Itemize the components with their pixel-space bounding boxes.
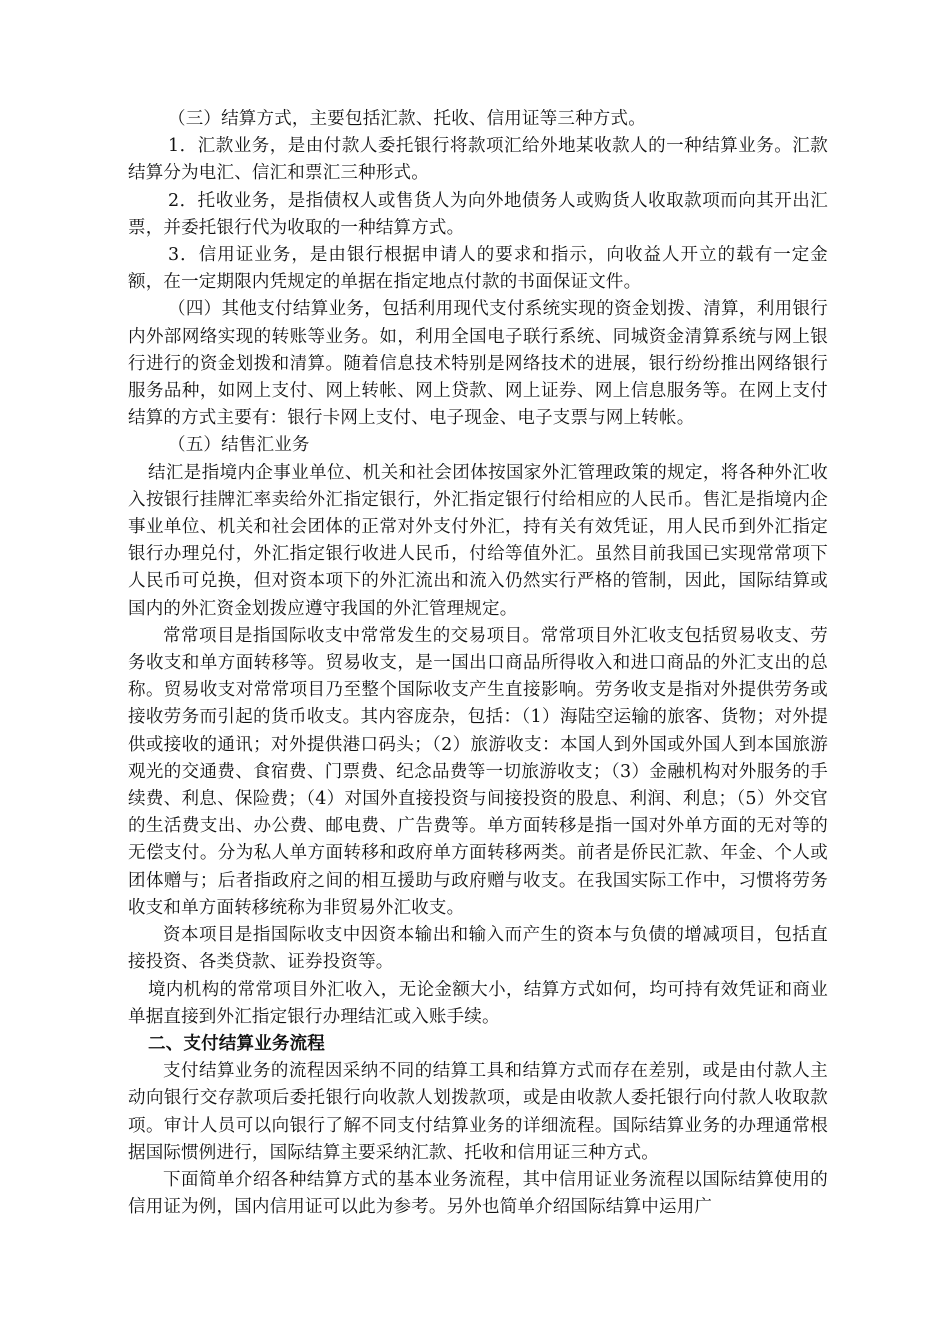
paragraph-domestic-income: 境内机构的常常项目外汇收入，无论金额大小，结算方式如何，均可持有效凭证和商业单据直接到外汇指定银行办理结汇或入账手续。 [128, 979, 828, 1027]
paragraph-forex-settlement: 结汇是指境内企事业单位、机关和社会团体按国家外汇管理政策的规定，将各种外汇收入按银行挂牌汇率卖给外汇指定银行，外汇指定银行付给相应的人民币。售汇是指境内企事业单位、机关和社会团体的正常对外支付外汇，持有关有效凭证，用人民币到外汇指定银行办理兑付，外汇指定银行收进人民币，付给等值外汇。虽然目前我国已实现常常项下人民币可兑换，但对资本项下的外汇流出和流入仍然实行严格的管制，因此，国际结算或国内的外汇资金划拨应遵守我国的外汇管理规定。 [128, 462, 828, 619]
document-body [128, 106, 828, 1221]
paragraph-capital-account: 资本项目是指国际收支中因资本输出和输入而产生的资本与负债的增减项目，包括直接投资、各类贷款、证券投资等。 [128, 925, 828, 973]
paragraph-remittance: 1．汇款业务，是由付款人委托银行将款项汇给外地某收款人的一种结算业务。汇款结算分为电汇、信汇和票汇三种形式。 [128, 136, 828, 184]
section-title-forex: （五）结售汇业务 [168, 435, 310, 456]
paragraph-other-payment: （四）其他支付结算业务，包括利用现代支付系统实现的资金划拨、清算，利用银行内外部网络实现的转账等业务。如，利用全国电子联行系统、同城资金清算系统与网上银行进行的资金划拨和清算。随着信息技术特别是网络技术的进展，银行纷纷推出网络银行服务品种，如网上支付、网上转帐、网上贷款、网上证券、网上信息服务等。在网上支付结算的方式主要有：银行卡网上支付、电子现金、电子支票与网上转帐。 [128, 299, 828, 429]
section-heading-process: 二、支付结算业务流程 [148, 1033, 325, 1054]
paragraph-collection: 2．托收业务，是指债权人或售货人为向外地债务人或购货人收取款项而向其开出汇票，并委托银行代为收取的一种结算方式。 [128, 190, 828, 238]
paragraph-current-account: 常常项目是指国际收支中常常发生的交易项目。常常项目外汇收支包括贸易收支、劳务收支和单方面转移等。贸易收支，是一国出口商品所得收入和进口商品的外汇支出的总称。贸易收支对常常项目乃至整个国际收支产生直接影响。劳务收支是指对外提供劳务或接收劳务而引起的货币收支。其内容庞杂，包括：（1）海陆空运输的旅客、货物；对外提供或接收的通讯；对外提供港口码头；（2）旅游收支：本国人到外国或外国人到本国旅游观光的交通费、食宿费、门票费、纪念品费等一切旅游收支；（3）金融机构对外服务的手续费、利息、保险费；（4）对国外直接投资与间接投资的股息、利润、利息；（5）外交官的生活费支出、办公费、邮电费、广告费等。单方面转移是指一国对外单方面的无对等的无偿支付。分为私人单方面转移和政府单方面转移两类。前者是侨民汇款、年金、个人或团体赠与；后者指政府之间的相互援助与政府赠与收支。在我国实际工作中，习惯将劳务收支和单方面转移统称为非贸易外汇收支。 [128, 625, 828, 918]
paragraph-process-overview: 支付结算业务的流程因采纳不同的结算工具和结算方式而存在差别，或是由付款人主动向银行交存款项后委托银行向收款人划拨款项，或是由收款人委托银行向付款人收取款项。审计人员可以向银行了解不同支付结算业务的详细流程。国际结算业务的办理通常根据国际惯例进行，国际结算主要采纳汇款、托收和信用证三种方式。 [128, 1061, 828, 1163]
paragraph-settlement-methods: （三）结算方式，主要包括汇款、托收、信用证等三种方式。 [168, 109, 646, 129]
paragraph-process-intro: 下面简单介绍各种结算方式的基本业务流程，其中信用证业务流程以国际结算使用的信用证为例，国内信用证可以此为参考。另外也简单介绍国际结算中运用广 [128, 1169, 828, 1218]
paragraph-letter-of-credit: 3．信用证业务，是由银行根据申请人的要求和指示，向收益人开立的载有一定金额，在一定期限内凭规定的单据在指定地点付款的书面保证文件。 [128, 245, 828, 293]
